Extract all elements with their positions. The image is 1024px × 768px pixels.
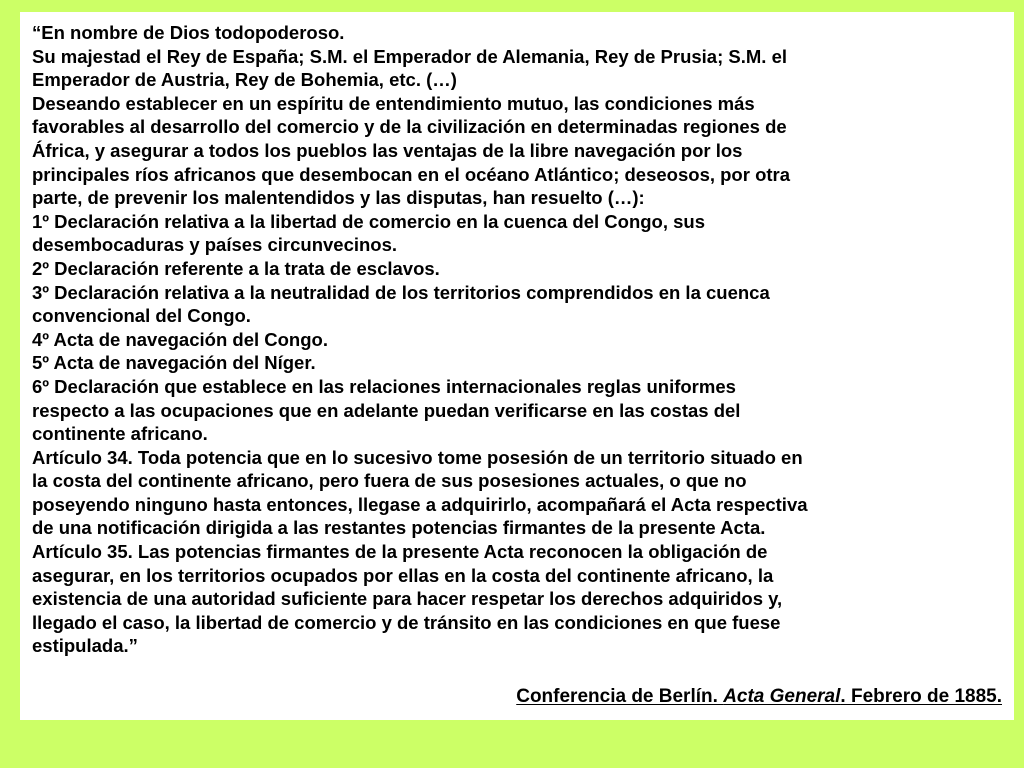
text-line: de una notificación dirigida a las restantes potencias firmantes de la presente Acta. [32, 517, 766, 539]
text-line: Emperador de Austria, Rey de Bohemia, etc. (…) [32, 69, 457, 91]
text-line: Artículo 35. Las potencias firmantes de la presente Acta reconocen la obligación de [32, 541, 768, 563]
text-line: asegurar, en los territorios ocupados por ellas en la costa del continente africano, la [32, 564, 774, 586]
text-line: 3º Declaración relativa a la neutralidad de los territorios comprendidos en la cuenca [32, 281, 770, 303]
text-line: Artículo 34. Toda potencia que en lo sucesivo tome posesión de un territorio situado en [32, 446, 803, 468]
document-body [32, 21, 1004, 658]
text-line: llegado el caso, la libertad de comercio y de tránsito en las condiciones en que fuese [32, 611, 781, 633]
text-line: 4º Acta de navegación del Congo. [32, 328, 328, 350]
text-line: convencional del Congo. [32, 305, 251, 327]
text-line: 1º Declaración relativa a la libertad de comercio en la cuenca del Congo, sus [32, 210, 706, 232]
citation-source: Conferencia de Berlín. [516, 686, 724, 707]
text-line: respecto a las ocupaciones que en adelante puedan verificarse en las costas del [32, 399, 741, 421]
text-line: principales ríos africanos que desembocan en el océano Atlántico; deseosos, por otra [32, 163, 791, 185]
text-line: existencia de una autoridad suficiente para hacer respetar los derechos adquiridos y, [32, 588, 783, 610]
text-line: 2º Declaración referente a la trata de esclavos. [32, 257, 440, 279]
text-line: favorables al desarrollo del comercio y de la civilización en determinadas regiones de [32, 116, 787, 138]
text-line: parte, de prevenir los malentendidos y las disputas, han resuelto (…): [32, 187, 645, 209]
text-line: continente africano. [32, 423, 208, 445]
text-line: Deseando establecer en un espíritu de entendimiento mutuo, las condiciones más [32, 92, 755, 114]
text-line: Su majestad el Rey de España; S.M. el Emperador de Alemania, Rey de Prusia; S.M. el [32, 45, 787, 67]
text-line: poseyendo ninguno hasta entonces, llegase a adquirirlo, acompañará el Acta respectiva [32, 493, 808, 515]
text-line: 5º Acta de navegación del Níger. [32, 352, 316, 374]
document-page [20, 12, 1014, 720]
citation-title: Acta General [723, 686, 841, 707]
text-line: África, y asegurar a todos los pueblos las ventajas de la libre navegación por los [32, 139, 743, 161]
text-line: desembocaduras y países circunvecinos. [32, 234, 398, 256]
text-line: estipulada.” [32, 635, 138, 657]
text-line: “En nombre de Dios todopoderoso. [32, 22, 345, 43]
citation [516, 685, 1002, 709]
citation-date: . Febrero de 1885. [840, 686, 1002, 707]
text-line: la costa del continente africano, pero fuera de sus posesiones actuales, o que no [32, 470, 747, 492]
text-line: 6º Declaración que establece en las relaciones internacionales reglas uniformes [32, 375, 736, 397]
